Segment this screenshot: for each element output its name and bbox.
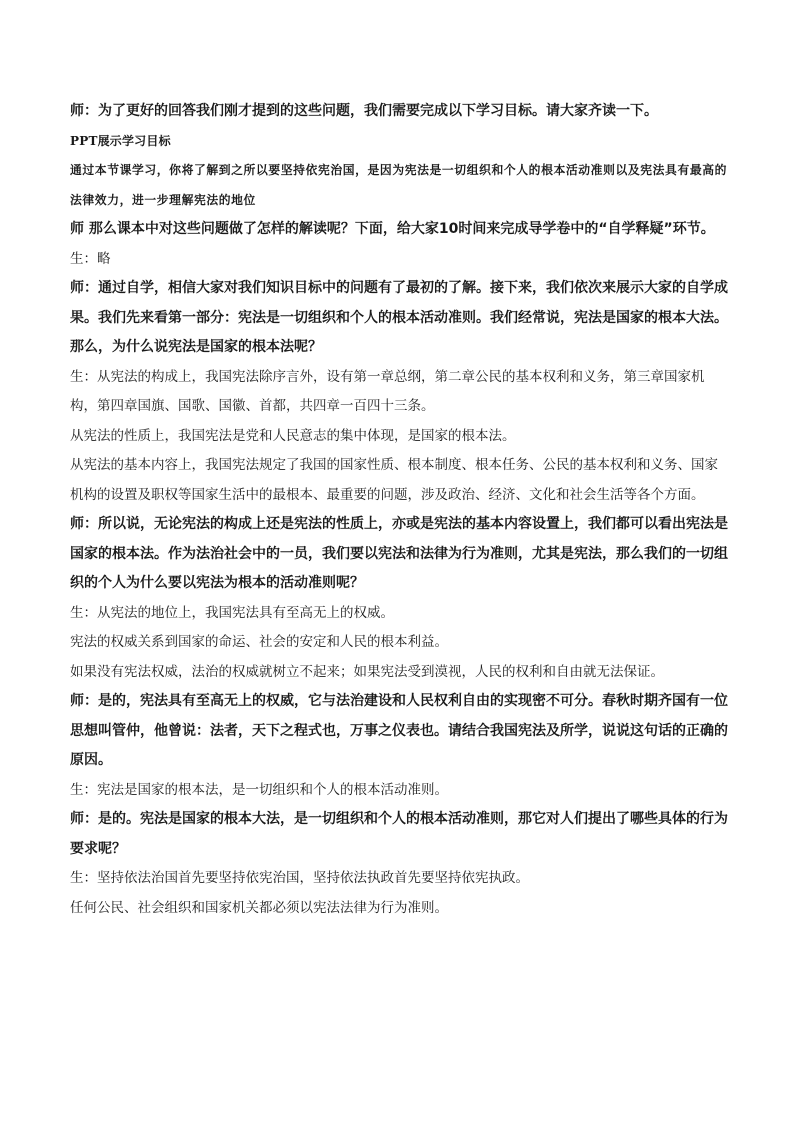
student-paragraph-10: 任何公民、社会组织和国家机关都必须以宪法法律为行为准则。 xyxy=(70,899,448,916)
student-paragraph-8: 生：宪法是国家的根本法，是一切组织和个人的根本活动准则。 xyxy=(70,781,448,798)
document-body xyxy=(70,97,730,923)
ppt-heading: PPT展示学习目标 xyxy=(70,133,171,148)
student-paragraph-1: 生：略 xyxy=(70,250,111,267)
student-paragraph-9: 生：坚持依法治国首先要坚持依宪治国，坚持依法执政首先要坚持依宪执政。 xyxy=(70,870,529,886)
student-paragraph-5: 生：从宪法的地位上，我国宪法具有至高无上的权威。 xyxy=(70,604,394,621)
student-paragraph-3: 从宪法的性质上，我国宪法是党和人民意志的集中体现，是国家的根本法。 xyxy=(70,427,516,444)
student-paragraph-4: 从宪法的基本内容上，我国宪法规定了我国的国家性质、根本制度、根本任务、公民的基本权利和义务、国家机构的设置及职权等国家生活中的最根本、最重要的问题，涉及政治、经济、文化和社会生活等各个方面。 xyxy=(70,457,718,503)
student-paragraph-2: 生：从宪法的构成上，我国宪法除序言外，设有第一章总纲，第二章公民的基本权利和义务，第三章国家机构，第四章国旗、国歌、国徽、首都，共四章一百四十三条。 xyxy=(70,368,705,414)
teacher-paragraph-3: 师：通过自学，相信大家对我们知识目标中的问题有了最初的了解。接下来，我们依次来展示大家的自学成果。我们先来看第一部分：宪法是一切组织和个人的根本活动准则。我们经常说，宪法是国家的根本大法。那么，为什么说宪法是国家的根本法呢？ xyxy=(70,280,728,355)
student-paragraph-7: 如果没有宪法权威，法治的权威就树立不起来；如果宪法受到漠视，人民的权利和自由就无法保证。 xyxy=(70,663,664,680)
student-paragraph-6: 宪法的权威关系到国家的命运、社会的安定和人民的根本利益。 xyxy=(70,634,448,650)
teacher-paragraph-6: 师：是的。宪法是国家的根本大法，是一切组织和个人的根本活动准则，那它对人们提出了哪些具体的行为要求呢？ xyxy=(70,811,728,857)
teacher-paragraph-2: 师 那么课本中对这些问题做了怎样的解读呢？下面，给大家10时间来完成导学卷中的“自学释疑”环节。 xyxy=(70,221,715,237)
teacher-paragraph-5: 师：是的，宪法具有至高无上的权威，它与法治建设和人民权利自由的实现密不可分。春秋时期齐国有一位思想叫管仲，他曾说：法者，天下之程式也，万事之仪表也。请结合我国宪法及所学，说说这句话的正确的原因。 xyxy=(70,693,728,768)
teacher-paragraph-1: 师：为了更好的回答我们刚才提到的这些问题，我们需要完成以下学习目标。请大家齐读一下。 xyxy=(70,103,658,119)
teacher-paragraph-4: 师：所以说，无论宪法的构成上还是宪法的性质上，亦或是宪法的基本内容设置上，我们都可以看出宪法是国家的根本法。作为法治社会中的一员，我们要以宪法和法律为行为准则，尤其是宪法，那么我们的一切组织的个人为什么要以宪法为根本的活动准则呢？ xyxy=(70,516,728,591)
ppt-learning-goal: 通过本节课学习，你将了解到之所以要坚持依宪治国，是因为宪法是一切组织和个人的根本活动准则以及宪法具有最高的法律效力，进一步理解宪法的地位 xyxy=(70,163,728,207)
